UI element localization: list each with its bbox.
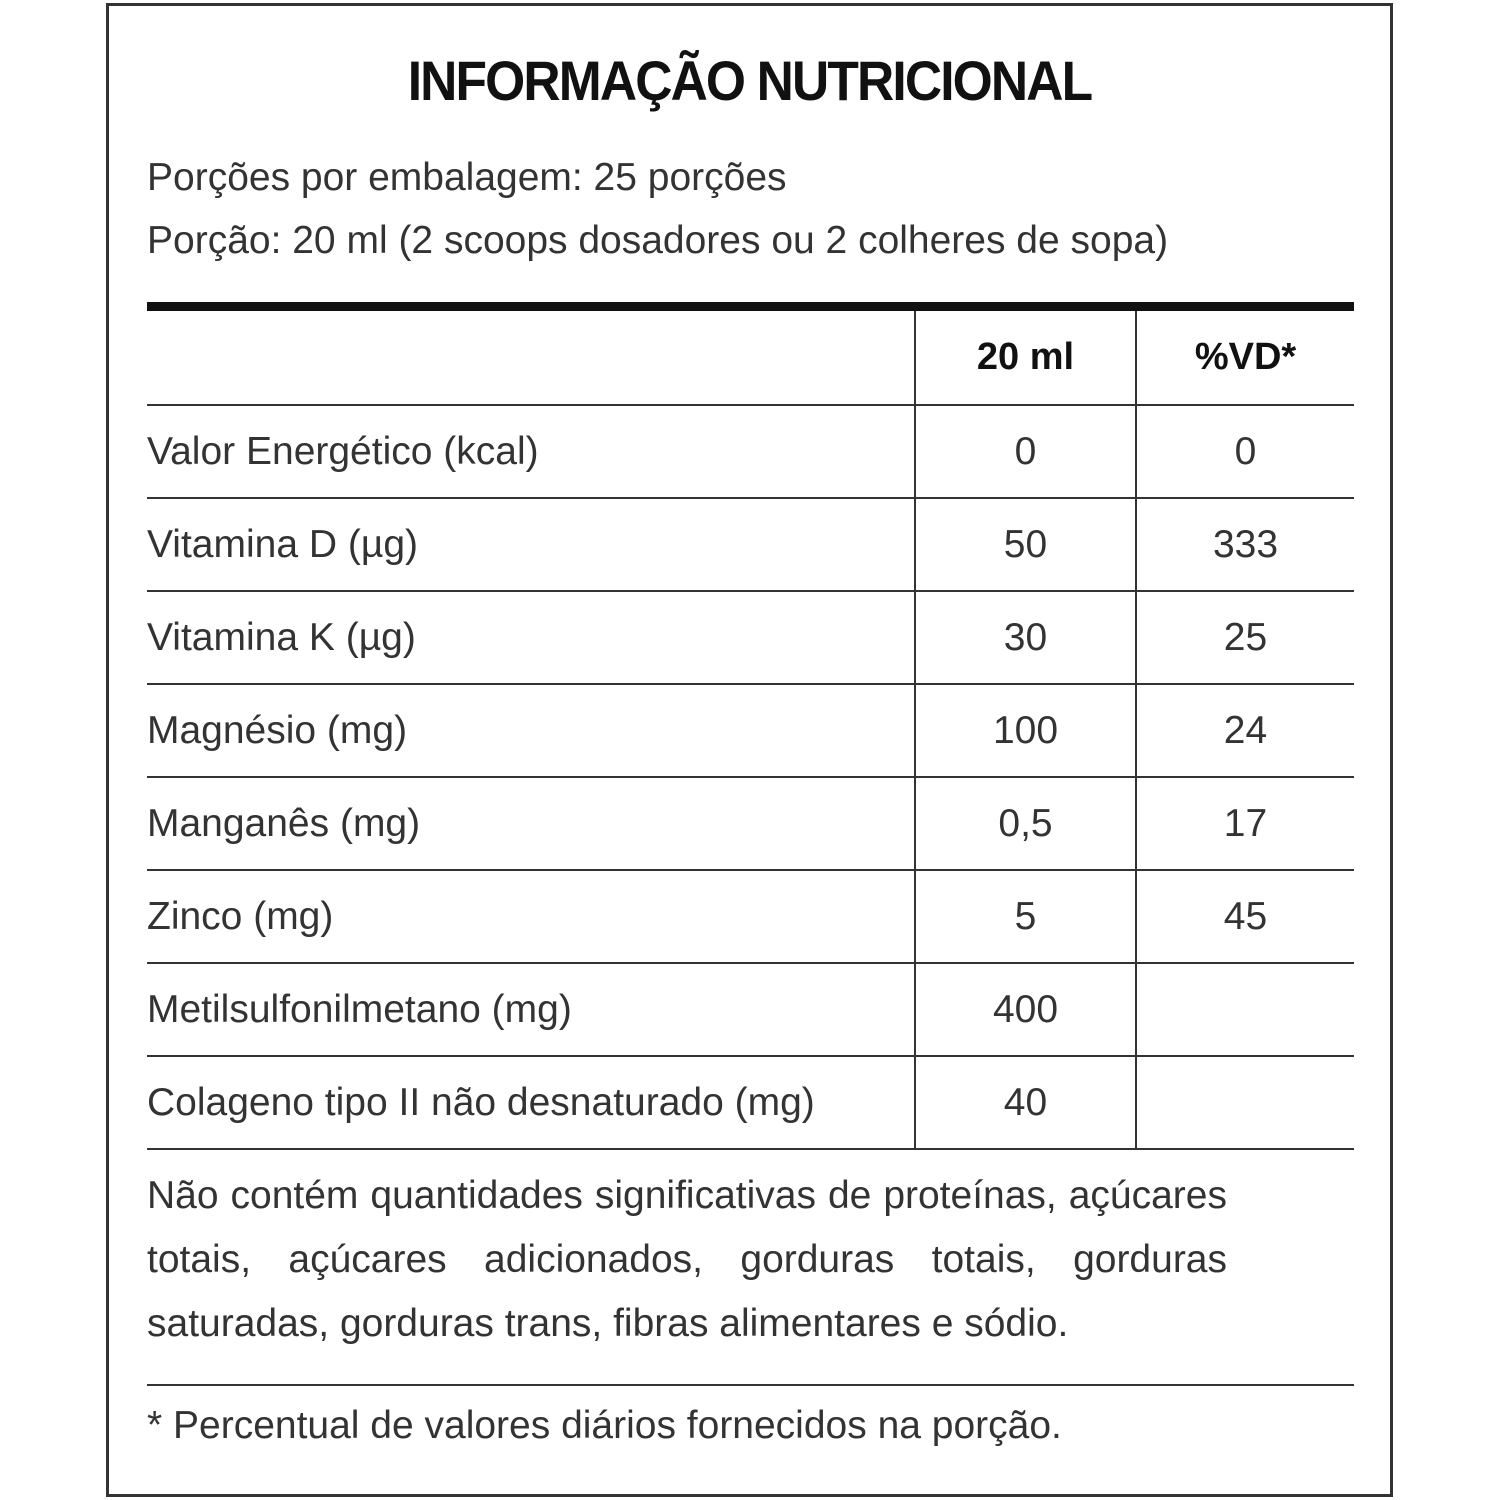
servings-per-package: Porções por embalagem: 25 porções: [147, 156, 787, 199]
table-row: [147, 964, 1354, 1057]
nutrient-name: Magnésio (mg): [147, 708, 408, 752]
nutrient-name: Zinco (mg): [147, 894, 334, 938]
table-row: [147, 778, 1354, 871]
nutrient-daily-value: 45: [1135, 871, 1354, 962]
nutrient-daily-value: 24: [1135, 685, 1354, 776]
nutrient-amount: 400: [914, 964, 1135, 1055]
label-title: INFORMAÇÃO NUTRICIONAL: [407, 49, 1092, 112]
thick-divider: [147, 302, 1354, 311]
table-row: [147, 871, 1354, 964]
nutrient-amount: 100: [914, 685, 1135, 776]
thin-divider: [147, 1384, 1354, 1386]
daily-value-note: * Percentual de valores diários fornecidos na porção.: [147, 1404, 1062, 1447]
header-daily-value: %VD*: [1135, 311, 1354, 404]
nutrient-name: Colageno tipo II não desnaturado (mg): [147, 1080, 815, 1124]
nutrient-daily-value: [1135, 1057, 1354, 1148]
nutrient-amount: 50: [914, 499, 1135, 590]
nutrient-name: Metilsulfonilmetano (mg): [147, 987, 572, 1031]
table-row: [147, 685, 1354, 778]
nutrient-amount: 5: [914, 871, 1135, 962]
nutrient-name: Manganês (mg): [147, 801, 421, 845]
nutrient-daily-value: 17: [1135, 778, 1354, 869]
nutrient-daily-value: 333: [1135, 499, 1354, 590]
nutrient-name: Valor Energético (kcal): [147, 429, 539, 473]
nutrient-amount: 0,5: [914, 778, 1135, 869]
table-row: [147, 592, 1354, 685]
nutrition-facts-label: [106, 3, 1393, 1497]
table-row: [147, 499, 1354, 592]
header-nutrient: [147, 311, 914, 404]
nutrient-name: Vitamina K (µg): [147, 615, 416, 659]
nutrient-name: Vitamina D (µg): [147, 522, 419, 566]
nutrient-amount: 0: [914, 406, 1135, 497]
nutrient-amount: 40: [914, 1057, 1135, 1148]
header-amount: 20 ml: [914, 311, 1135, 404]
table-row: [147, 406, 1354, 499]
nutrient-amount: 30: [914, 592, 1135, 683]
insignificant-nutrients-note: Não contém quantidades significativas de proteínas, açúcares totais, açúcares adicionados, gorduras totais, gorduras saturadas, gorduras trans, fibras alimentares e sódio.: [147, 1174, 1227, 1345]
nutrient-daily-value: 25: [1135, 592, 1354, 683]
nutrient-daily-value: [1135, 964, 1354, 1055]
table-header-row: [147, 311, 1354, 406]
serving-size: Porção: 20 ml (2 scoops dosadores ou 2 colheres de sopa): [147, 219, 1169, 262]
nutrient-daily-value: 0: [1135, 406, 1354, 497]
nutrition-table: [147, 311, 1354, 1150]
table-row: [147, 1057, 1354, 1150]
